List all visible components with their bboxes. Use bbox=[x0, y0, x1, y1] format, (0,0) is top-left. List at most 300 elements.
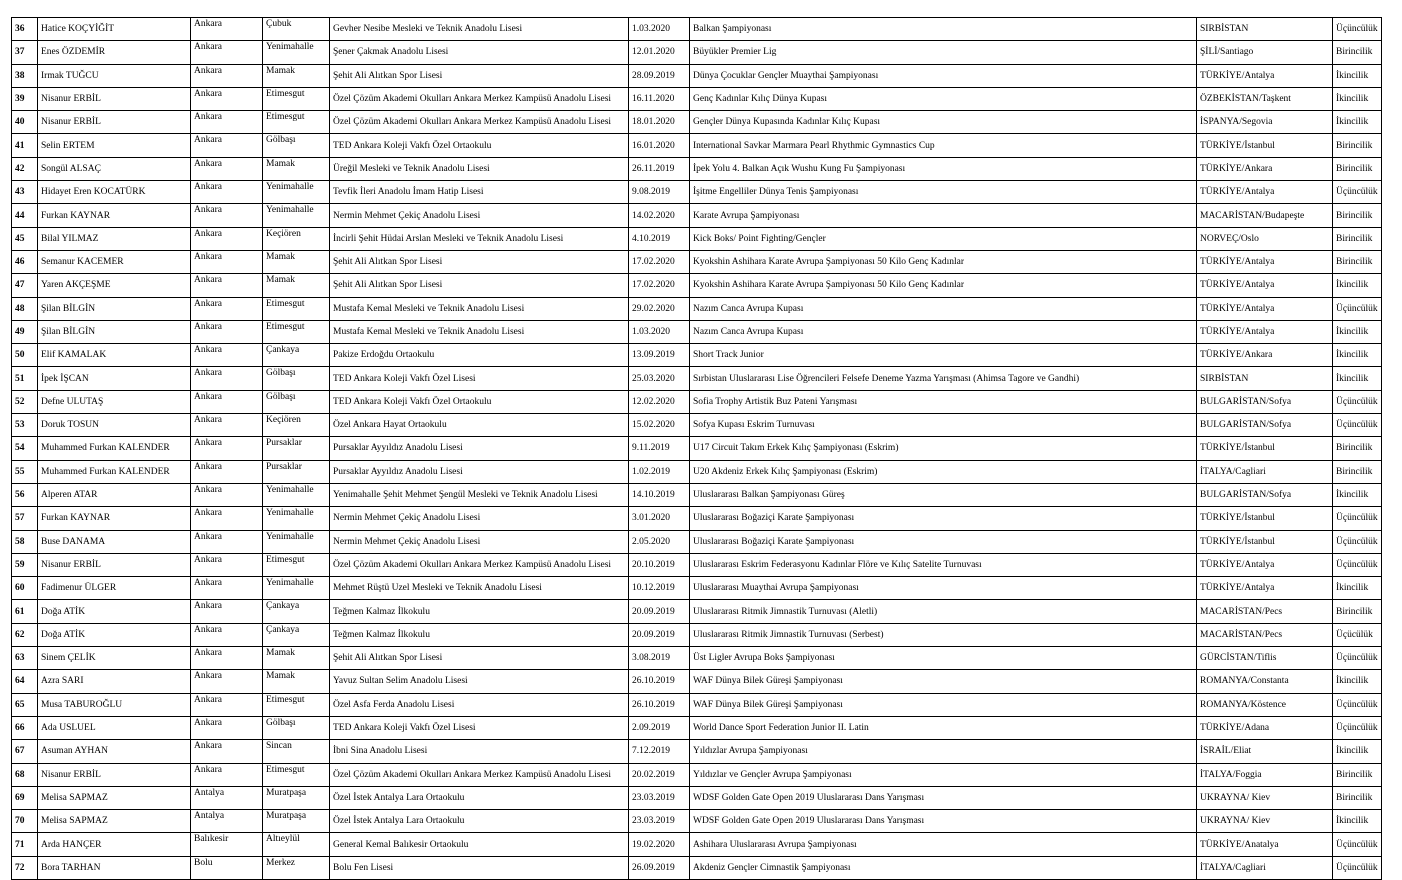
school-name-cell: Yenimahalle Şehit Mehmet Şengül Mesleki ve Teknik Anadolu Lisesi bbox=[330, 483, 629, 506]
row-number-cell: 65 bbox=[12, 693, 38, 716]
table-row bbox=[12, 693, 1382, 716]
row-number-cell: 43 bbox=[12, 181, 38, 204]
event-location-cell: ROMANYA/Köstence bbox=[1197, 693, 1333, 716]
province-cell: Ankara bbox=[191, 87, 263, 110]
result-rank-cell: Üçüncülük bbox=[1333, 181, 1382, 204]
table-row bbox=[12, 41, 1382, 64]
row-number-cell: 42 bbox=[12, 157, 38, 180]
district-cell: Etimesgut bbox=[263, 111, 330, 134]
event-date-cell: 28.09.2019 bbox=[629, 64, 690, 87]
event-location-cell: TÜRKİYE/İstanbul bbox=[1197, 530, 1333, 553]
result-rank-cell: İkincilik bbox=[1333, 483, 1382, 506]
event-name-cell: World Dance Sport Federation Junior II. Latin bbox=[690, 716, 1197, 739]
event-name-cell: Uluslararası Boğaziçi Karate Şampiyonası bbox=[690, 530, 1197, 553]
district-cell: Çankaya bbox=[263, 623, 330, 646]
table-row bbox=[12, 786, 1382, 809]
event-location-cell: TÜRKİYE/Antalya bbox=[1197, 274, 1333, 297]
row-number-cell: 70 bbox=[12, 810, 38, 833]
table-row bbox=[12, 833, 1382, 856]
province-cell: Ankara bbox=[191, 204, 263, 227]
row-number-cell: 64 bbox=[12, 670, 38, 693]
student-name-cell: Nisanur ERBİL bbox=[38, 763, 191, 786]
result-rank-cell: Üçüncülük bbox=[1333, 18, 1382, 41]
school-name-cell: Şehit Ali Alıtkan Spor Lisesi bbox=[330, 64, 629, 87]
row-number-cell: 61 bbox=[12, 600, 38, 623]
province-cell: Ankara bbox=[191, 64, 263, 87]
event-date-cell: 19.02.2020 bbox=[629, 833, 690, 856]
event-name-cell: Akdeniz Gençler Cimnastik Şampiyonası bbox=[690, 856, 1197, 879]
district-cell: Yenimahalle bbox=[263, 41, 330, 64]
event-date-cell: 26.10.2019 bbox=[629, 670, 690, 693]
result-rank-cell: Birincilik bbox=[1333, 460, 1382, 483]
school-name-cell: Özel Çözüm Akademi Okulları Ankara Merkez Kampüsü Anadolu Lisesi bbox=[330, 553, 629, 576]
district-cell: Keçiören bbox=[263, 414, 330, 437]
province-cell: Ankara bbox=[191, 344, 263, 367]
row-number-cell: 63 bbox=[12, 647, 38, 670]
province-cell: Ankara bbox=[191, 577, 263, 600]
result-rank-cell: İkincilik bbox=[1333, 87, 1382, 110]
event-name-cell: Sırbistan Uluslararası Lise Öğrencileri Felsefe Deneme Yazma Yarışması (Ahimsa Tagore ve Gandhi) bbox=[690, 367, 1197, 390]
row-number-cell: 46 bbox=[12, 250, 38, 273]
row-number-cell: 56 bbox=[12, 483, 38, 506]
province-cell: Ankara bbox=[191, 740, 263, 763]
table-row bbox=[12, 763, 1382, 786]
row-number-cell: 53 bbox=[12, 414, 38, 437]
district-cell: Yenimahalle bbox=[263, 577, 330, 600]
event-date-cell: 3.01.2020 bbox=[629, 507, 690, 530]
event-date-cell: 7.12.2019 bbox=[629, 740, 690, 763]
row-number-cell: 40 bbox=[12, 111, 38, 134]
province-cell: Ankara bbox=[191, 297, 263, 320]
district-cell: Keçiören bbox=[263, 227, 330, 250]
result-rank-cell: İkincilik bbox=[1333, 274, 1382, 297]
event-name-cell: Yıldızlar Avrupa Şampiyonası bbox=[690, 740, 1197, 763]
result-rank-cell: Üçüncülük bbox=[1333, 856, 1382, 879]
school-name-cell: İncirli Şehit Hüdai Arslan Mesleki ve Teknik Anadolu Lisesi bbox=[330, 227, 629, 250]
province-cell: Ankara bbox=[191, 41, 263, 64]
student-name-cell: Şilan BİLGİN bbox=[38, 297, 191, 320]
student-name-cell: Arda HANÇER bbox=[38, 833, 191, 856]
row-number-cell: 44 bbox=[12, 204, 38, 227]
province-cell: Ankara bbox=[191, 320, 263, 343]
event-date-cell: 26.09.2019 bbox=[629, 856, 690, 879]
school-name-cell: Nermin Mehmet Çekiç Anadolu Lisesi bbox=[330, 507, 629, 530]
event-name-cell: Yıldızlar ve Gençler Avrupa Şampiyonası bbox=[690, 763, 1197, 786]
event-name-cell: Sofia Trophy Artistik Buz Pateni Yarışması bbox=[690, 390, 1197, 413]
event-date-cell: 1.03.2020 bbox=[629, 18, 690, 41]
event-name-cell: Uluslararası Balkan Şampiyonası Güreş bbox=[690, 483, 1197, 506]
province-cell: Ankara bbox=[191, 227, 263, 250]
event-date-cell: 14.10.2019 bbox=[629, 483, 690, 506]
student-name-cell: Muhammed Furkan KALENDER bbox=[38, 460, 191, 483]
table-row bbox=[12, 623, 1382, 646]
event-date-cell: 20.09.2019 bbox=[629, 623, 690, 646]
event-name-cell: U17 Circuit Takım Erkek Kılıç Şampiyonası (Eskrim) bbox=[690, 437, 1197, 460]
district-cell: Altıeylül bbox=[263, 833, 330, 856]
province-cell: Ankara bbox=[191, 460, 263, 483]
result-rank-cell: Birincilik bbox=[1333, 41, 1382, 64]
district-cell: Çankaya bbox=[263, 344, 330, 367]
student-name-cell: İpek İŞCAN bbox=[38, 367, 191, 390]
table-row bbox=[12, 111, 1382, 134]
table-row bbox=[12, 810, 1382, 833]
table-row bbox=[12, 670, 1382, 693]
school-name-cell: Şehit Ali Alıtkan Spor Lisesi bbox=[330, 274, 629, 297]
result-rank-cell: Birincilik bbox=[1333, 600, 1382, 623]
result-rank-cell: Üçüncülük bbox=[1333, 647, 1382, 670]
event-name-cell: Kyokshin Ashihara Karate Avrupa Şampiyonası 50 Kilo Genç Kadınlar bbox=[690, 250, 1197, 273]
student-name-cell: Hidayet Eren KOCATÜRK bbox=[38, 181, 191, 204]
school-name-cell: Özel Çözüm Akademi Okulları Ankara Merkez Kampüsü Anadolu Lisesi bbox=[330, 87, 629, 110]
table-row bbox=[12, 414, 1382, 437]
event-name-cell: Nazım Canca Avrupa Kupası bbox=[690, 320, 1197, 343]
student-name-cell: Selin ERTEM bbox=[38, 134, 191, 157]
student-name-cell: Nisanur ERBİL bbox=[38, 553, 191, 576]
student-name-cell: Defne ULUTAŞ bbox=[38, 390, 191, 413]
event-date-cell: 14.02.2020 bbox=[629, 204, 690, 227]
table-row bbox=[12, 437, 1382, 460]
district-cell: Muratpaşa bbox=[263, 810, 330, 833]
event-location-cell: İSRAİL/Eliat bbox=[1197, 740, 1333, 763]
event-name-cell: Uluslararası Ritmik Jimnastik Turnuvası (Aletli) bbox=[690, 600, 1197, 623]
student-name-cell: Nisanur ERBİL bbox=[38, 111, 191, 134]
result-rank-cell: Üçüncülük bbox=[1333, 553, 1382, 576]
province-cell: Ankara bbox=[191, 670, 263, 693]
event-date-cell: 17.02.2020 bbox=[629, 250, 690, 273]
event-name-cell: Uluslararası Boğaziçi Karate Şampiyonası bbox=[690, 507, 1197, 530]
district-cell: Gölbaşı bbox=[263, 390, 330, 413]
event-date-cell: 12.02.2020 bbox=[629, 390, 690, 413]
district-cell: Etimesgut bbox=[263, 553, 330, 576]
district-cell: Muratpaşa bbox=[263, 786, 330, 809]
table-row bbox=[12, 390, 1382, 413]
event-location-cell: NORVEÇ/Oslo bbox=[1197, 227, 1333, 250]
student-name-cell: Asuman AYHAN bbox=[38, 740, 191, 763]
table-row bbox=[12, 740, 1382, 763]
result-rank-cell: Üçüncülük bbox=[1333, 530, 1382, 553]
student-name-cell: Nisanur ERBİL bbox=[38, 87, 191, 110]
event-location-cell: TÜRKİYE/Antalya bbox=[1197, 297, 1333, 320]
school-name-cell: Pursaklar Ayyıldız Anadolu Lisesi bbox=[330, 460, 629, 483]
event-location-cell: TÜRKİYE/Antalya bbox=[1197, 577, 1333, 600]
district-cell: Çankaya bbox=[263, 600, 330, 623]
table-row bbox=[12, 483, 1382, 506]
school-name-cell: Mustafa Kemal Mesleki ve Teknik Anadolu Lisesi bbox=[330, 320, 629, 343]
province-cell: Ankara bbox=[191, 716, 263, 739]
event-location-cell: UKRAYNA/ Kiev bbox=[1197, 786, 1333, 809]
table-row bbox=[12, 134, 1382, 157]
event-date-cell: 20.10.2019 bbox=[629, 553, 690, 576]
student-name-cell: Şilan BİLGİN bbox=[38, 320, 191, 343]
event-name-cell: WAF Dünya Bilek Güreşi Şampiyonası bbox=[690, 670, 1197, 693]
event-location-cell: TÜRKİYE/Adana bbox=[1197, 716, 1333, 739]
school-name-cell: Tevfik İleri Anadolu İmam Hatip Lisesi bbox=[330, 181, 629, 204]
event-location-cell: TÜRKİYE/Ankara bbox=[1197, 344, 1333, 367]
province-cell: Ankara bbox=[191, 437, 263, 460]
province-cell: Ankara bbox=[191, 134, 263, 157]
row-number-cell: 41 bbox=[12, 134, 38, 157]
event-date-cell: 4.10.2019 bbox=[629, 227, 690, 250]
district-cell: Merkez bbox=[263, 856, 330, 879]
event-date-cell: 20.02.2019 bbox=[629, 763, 690, 786]
province-cell: Ankara bbox=[191, 507, 263, 530]
event-date-cell: 23.03.2019 bbox=[629, 786, 690, 809]
row-number-cell: 54 bbox=[12, 437, 38, 460]
student-name-cell: Elif KAMALAK bbox=[38, 344, 191, 367]
event-name-cell: Karate Avrupa Şampiyonası bbox=[690, 204, 1197, 227]
event-name-cell: Kick Boks/ Point Fighting/Gençler bbox=[690, 227, 1197, 250]
district-cell: Yenimahalle bbox=[263, 204, 330, 227]
event-name-cell: Nazım Canca Avrupa Kupası bbox=[690, 297, 1197, 320]
student-name-cell: Bilal YILMAZ bbox=[38, 227, 191, 250]
row-number-cell: 39 bbox=[12, 87, 38, 110]
student-name-cell: Ada USLUEL bbox=[38, 716, 191, 739]
event-name-cell: WDSF Golden Gate Open 2019 Uluslararası Dans Yarışması bbox=[690, 810, 1197, 833]
student-name-cell: Azra SARI bbox=[38, 670, 191, 693]
event-date-cell: 12.01.2020 bbox=[629, 41, 690, 64]
student-name-cell: Alperen ATAR bbox=[38, 483, 191, 506]
province-cell: Ankara bbox=[191, 157, 263, 180]
student-name-cell: Furkan KAYNAR bbox=[38, 204, 191, 227]
result-rank-cell: İkincilik bbox=[1333, 810, 1382, 833]
school-name-cell: General Kemal Balıkesir Ortaokulu bbox=[330, 833, 629, 856]
student-name-cell: Doğa ATİK bbox=[38, 623, 191, 646]
row-number-cell: 36 bbox=[12, 18, 38, 41]
table-row bbox=[12, 274, 1382, 297]
table-row bbox=[12, 204, 1382, 227]
event-date-cell: 1.03.2020 bbox=[629, 320, 690, 343]
province-cell: Ankara bbox=[191, 18, 263, 41]
province-cell: Antalya bbox=[191, 786, 263, 809]
province-cell: Ankara bbox=[191, 274, 263, 297]
district-cell: Yenimahalle bbox=[263, 181, 330, 204]
province-cell: Ankara bbox=[191, 530, 263, 553]
school-name-cell: TED Ankara Koleji Vakfı Özel Ortaokulu bbox=[330, 390, 629, 413]
table-row bbox=[12, 227, 1382, 250]
table-row bbox=[12, 250, 1382, 273]
event-name-cell: Balkan Şampiyonası bbox=[690, 18, 1197, 41]
event-date-cell: 16.01.2020 bbox=[629, 134, 690, 157]
district-cell: Pursaklar bbox=[263, 460, 330, 483]
table-row bbox=[12, 344, 1382, 367]
event-date-cell: 1.02.2019 bbox=[629, 460, 690, 483]
school-name-cell: Pakize Erdoğdu Ortaokulu bbox=[330, 344, 629, 367]
province-cell: Ankara bbox=[191, 111, 263, 134]
school-name-cell: İbni Sina Anadolu Lisesi bbox=[330, 740, 629, 763]
result-rank-cell: Üçüncülük bbox=[1333, 833, 1382, 856]
event-location-cell: BULGARİSTAN/Sofya bbox=[1197, 483, 1333, 506]
table-row bbox=[12, 18, 1382, 41]
result-rank-cell: İkincilik bbox=[1333, 320, 1382, 343]
event-date-cell: 16.11.2020 bbox=[629, 87, 690, 110]
event-date-cell: 3.08.2019 bbox=[629, 647, 690, 670]
event-date-cell: 15.02.2020 bbox=[629, 414, 690, 437]
event-name-cell: Genç Kadınlar Kılıç Dünya Kupası bbox=[690, 87, 1197, 110]
student-name-cell: Irmak TUĞCU bbox=[38, 64, 191, 87]
result-rank-cell: Birincilik bbox=[1333, 250, 1382, 273]
table-row bbox=[12, 460, 1382, 483]
student-name-cell: Melisa SAPMAZ bbox=[38, 810, 191, 833]
event-date-cell: 10.12.2019 bbox=[629, 577, 690, 600]
result-rank-cell: Üçücülük bbox=[1333, 623, 1382, 646]
table-row bbox=[12, 507, 1382, 530]
event-location-cell: İTALYA/Foggia bbox=[1197, 763, 1333, 786]
school-name-cell: TED Ankara Koleji Vakfı Özel Lisesi bbox=[330, 367, 629, 390]
district-cell: Yenimahalle bbox=[263, 483, 330, 506]
district-cell: Sincan bbox=[263, 740, 330, 763]
district-cell: Pursaklar bbox=[263, 437, 330, 460]
district-cell: Etimesgut bbox=[263, 763, 330, 786]
result-rank-cell: İkincilik bbox=[1333, 64, 1382, 87]
school-name-cell: Teğmen Kalmaz İlkokulu bbox=[330, 623, 629, 646]
event-date-cell: 9.11.2019 bbox=[629, 437, 690, 460]
result-rank-cell: Üçüncülük bbox=[1333, 693, 1382, 716]
table-row bbox=[12, 530, 1382, 553]
event-name-cell: İşitme Engelliler Dünya Tenis Şampiyonası bbox=[690, 181, 1197, 204]
row-number-cell: 47 bbox=[12, 274, 38, 297]
row-number-cell: 51 bbox=[12, 367, 38, 390]
student-name-cell: Furkan KAYNAR bbox=[38, 507, 191, 530]
event-location-cell: İSPANYA/Segovia bbox=[1197, 111, 1333, 134]
event-date-cell: 13.09.2019 bbox=[629, 344, 690, 367]
event-location-cell: TÜRKİYE/Antalya bbox=[1197, 250, 1333, 273]
district-cell: Çubuk bbox=[263, 18, 330, 41]
school-name-cell: Özel İstek Antalya Lara Ortaokulu bbox=[330, 810, 629, 833]
school-name-cell: Özel Çözüm Akademi Okulları Ankara Merkez Kampüsü Anadolu Lisesi bbox=[330, 763, 629, 786]
table-row bbox=[12, 600, 1382, 623]
district-cell: Gölbaşı bbox=[263, 367, 330, 390]
student-name-cell: Fadimenur ÜLGER bbox=[38, 577, 191, 600]
event-name-cell: Büyükler Premier Lig bbox=[690, 41, 1197, 64]
table-row bbox=[12, 297, 1382, 320]
results-table bbox=[11, 17, 1382, 880]
result-rank-cell: Üçüncülük bbox=[1333, 507, 1382, 530]
school-name-cell: Şehit Ali Alıtkan Spor Lisesi bbox=[330, 647, 629, 670]
table-body bbox=[12, 18, 1382, 880]
row-number-cell: 38 bbox=[12, 64, 38, 87]
district-cell: Etimesgut bbox=[263, 693, 330, 716]
district-cell: Gölbaşı bbox=[263, 134, 330, 157]
district-cell: Mamak bbox=[263, 670, 330, 693]
district-cell: Etimesgut bbox=[263, 87, 330, 110]
province-cell: Balıkesir bbox=[191, 833, 263, 856]
event-location-cell: ROMANYA/Constanta bbox=[1197, 670, 1333, 693]
event-name-cell: Uluslararası Eskrim Federasyonu Kadınlar Flöre ve Kılıç Satelite Turnuvası bbox=[690, 553, 1197, 576]
event-location-cell: SIRBİSTAN bbox=[1197, 367, 1333, 390]
student-name-cell: Enes ÖZDEMİR bbox=[38, 41, 191, 64]
result-rank-cell: İkincilik bbox=[1333, 740, 1382, 763]
table-row bbox=[12, 553, 1382, 576]
event-location-cell: MACARİSTAN/Budapeşte bbox=[1197, 204, 1333, 227]
district-cell: Mamak bbox=[263, 157, 330, 180]
event-location-cell: ŞİLİ/Santiago bbox=[1197, 41, 1333, 64]
event-name-cell: İpek Yolu 4. Balkan Açık Wushu Kung Fu Şampiyonası bbox=[690, 157, 1197, 180]
event-name-cell: Kyokshin Ashihara Karate Avrupa Şampiyonası 50 Kilo Genç Kadınlar bbox=[690, 274, 1197, 297]
row-number-cell: 72 bbox=[12, 856, 38, 879]
result-rank-cell: Üçüncülük bbox=[1333, 390, 1382, 413]
event-name-cell: International Savkar Marmara Pearl Rhythmic Gymnastics Cup bbox=[690, 134, 1197, 157]
event-location-cell: MACARİSTAN/Pecs bbox=[1197, 600, 1333, 623]
school-name-cell: Özel Asfa Ferda Anadolu Lisesi bbox=[330, 693, 629, 716]
event-date-cell: 25.03.2020 bbox=[629, 367, 690, 390]
district-cell: Yenimahalle bbox=[263, 507, 330, 530]
result-rank-cell: Birincilik bbox=[1333, 204, 1382, 227]
district-cell: Mamak bbox=[263, 64, 330, 87]
row-number-cell: 55 bbox=[12, 460, 38, 483]
district-cell: Yenimahalle bbox=[263, 530, 330, 553]
result-rank-cell: İkincilik bbox=[1333, 344, 1382, 367]
event-date-cell: 2.05.2020 bbox=[629, 530, 690, 553]
province-cell: Ankara bbox=[191, 693, 263, 716]
event-location-cell: SIRBİSTAN bbox=[1197, 18, 1333, 41]
event-location-cell: TÜRKİYE/Antalya bbox=[1197, 64, 1333, 87]
event-name-cell: Üst Ligler Avrupa Boks Şampiyonası bbox=[690, 647, 1197, 670]
result-rank-cell: Birincilik bbox=[1333, 437, 1382, 460]
event-location-cell: TÜRKİYE/Antalya bbox=[1197, 553, 1333, 576]
school-name-cell: TED Ankara Koleji Vakfı Özel Lisesi bbox=[330, 716, 629, 739]
row-number-cell: 49 bbox=[12, 320, 38, 343]
student-name-cell: Songül ALSAÇ bbox=[38, 157, 191, 180]
province-cell: Ankara bbox=[191, 647, 263, 670]
event-date-cell: 26.10.2019 bbox=[629, 693, 690, 716]
event-location-cell: TÜRKİYE/Antalya bbox=[1197, 181, 1333, 204]
event-name-cell: U20 Akdeniz Erkek Kılıç Şampiyonası (Eskrim) bbox=[690, 460, 1197, 483]
event-date-cell: 18.01.2020 bbox=[629, 111, 690, 134]
result-rank-cell: Birincilik bbox=[1333, 763, 1382, 786]
province-cell: Antalya bbox=[191, 810, 263, 833]
school-name-cell: Mustafa Kemal Mesleki ve Teknik Anadolu Lisesi bbox=[330, 297, 629, 320]
table-row bbox=[12, 716, 1382, 739]
table-row bbox=[12, 647, 1382, 670]
student-name-cell: Yaren AKÇEŞME bbox=[38, 274, 191, 297]
event-location-cell: UKRAYNA/ Kiev bbox=[1197, 810, 1333, 833]
table-row bbox=[12, 64, 1382, 87]
event-name-cell: Uluslararası Ritmik Jimnastik Turnuvası (Serbest) bbox=[690, 623, 1197, 646]
row-number-cell: 52 bbox=[12, 390, 38, 413]
event-date-cell: 9.08.2019 bbox=[629, 181, 690, 204]
event-location-cell: ÖZBEKİSTAN/Taşkent bbox=[1197, 87, 1333, 110]
event-location-cell: GÜRCİSTAN/Tiflis bbox=[1197, 647, 1333, 670]
row-number-cell: 66 bbox=[12, 716, 38, 739]
result-rank-cell: Üçüncülük bbox=[1333, 414, 1382, 437]
province-cell: Ankara bbox=[191, 483, 263, 506]
event-name-cell: WDSF Golden Gate Open 2019 Uluslararası Dans Yarışması bbox=[690, 786, 1197, 809]
province-cell: Ankara bbox=[191, 181, 263, 204]
student-name-cell: Buse DANAMA bbox=[38, 530, 191, 553]
school-name-cell: Nermin Mehmet Çekiç Anadolu Lisesi bbox=[330, 530, 629, 553]
event-name-cell: Short Track Junior bbox=[690, 344, 1197, 367]
province-cell: Ankara bbox=[191, 250, 263, 273]
school-name-cell: Özel Ankara Hayat Ortaokulu bbox=[330, 414, 629, 437]
event-date-cell: 26.11.2019 bbox=[629, 157, 690, 180]
district-cell: Gölbaşı bbox=[263, 716, 330, 739]
school-name-cell: Mehmet Rüştü Uzel Mesleki ve Teknik Anadolu Lisesi bbox=[330, 577, 629, 600]
row-number-cell: 58 bbox=[12, 530, 38, 553]
province-cell: Ankara bbox=[191, 367, 263, 390]
province-cell: Ankara bbox=[191, 763, 263, 786]
row-number-cell: 48 bbox=[12, 297, 38, 320]
school-name-cell: Özel İstek Antalya Lara Ortaokulu bbox=[330, 786, 629, 809]
district-cell: Mamak bbox=[263, 274, 330, 297]
student-name-cell: Muhammed Furkan KALENDER bbox=[38, 437, 191, 460]
province-cell: Ankara bbox=[191, 414, 263, 437]
event-name-cell: Uluslararası Muaythai Avrupa Şampiyonası bbox=[690, 577, 1197, 600]
table-row bbox=[12, 157, 1382, 180]
table-row bbox=[12, 181, 1382, 204]
result-rank-cell: İkincilik bbox=[1333, 111, 1382, 134]
row-number-cell: 67 bbox=[12, 740, 38, 763]
event-location-cell: BULGARİSTAN/Sofya bbox=[1197, 390, 1333, 413]
